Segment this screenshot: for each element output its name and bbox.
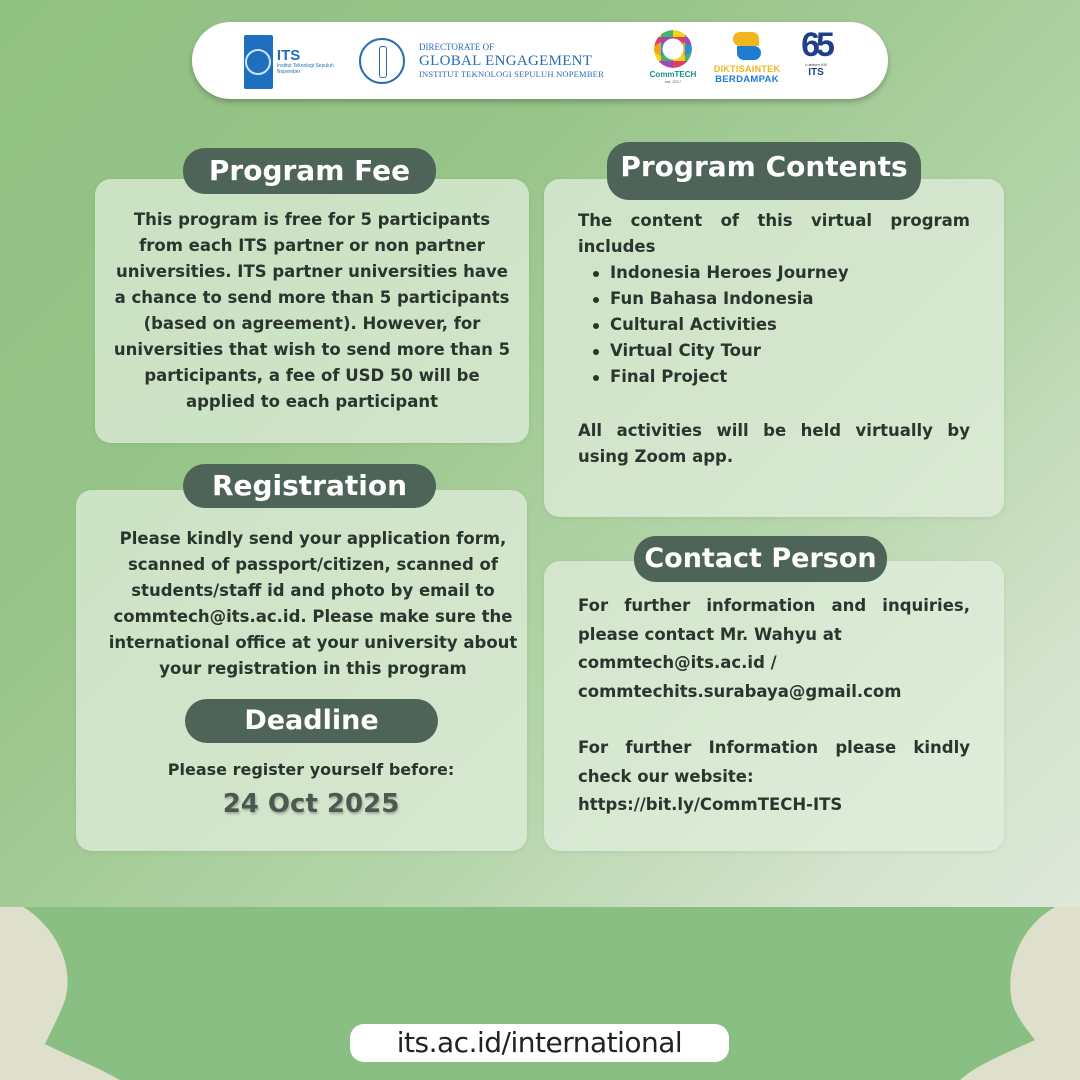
program-contents-title: Program Contents: [607, 142, 921, 200]
its-65-anniversary-logo: [790, 28, 842, 94]
footer-website-link[interactable]: its.ac.id/international: [350, 1024, 729, 1062]
list-item: Indonesia Heroes Journey: [588, 260, 970, 286]
list-item: Fun Bahasa Indonesia: [588, 286, 970, 312]
header-logo-bar: [192, 22, 888, 99]
diktisaintek-line1: DIKTISAINTEK: [713, 64, 781, 74]
directorate-line3: INSTITUT TEKNOLOGI SEPULUH NOPEMBER: [419, 68, 604, 79]
registration-title: Registration: [183, 464, 436, 508]
its65-name: ITS: [808, 67, 824, 78]
its65-digit-five: 5: [816, 26, 831, 64]
its-logo-subtitle: Institut Teknologi Sepuluh Nopember: [276, 62, 334, 75]
program-contents-list: [588, 260, 970, 390]
its-shield-icon: [244, 35, 273, 89]
its65-subtitle: Lustrum XIII: [805, 62, 827, 67]
its-logo-name: ITS: [276, 46, 301, 64]
its-logo: [244, 34, 339, 89]
program-contents-intro: The content of this virtual program includes: [578, 211, 970, 256]
directorate-line1: DIRECTORATE OF: [419, 42, 495, 53]
commtech-name: CommTECH: [649, 70, 697, 79]
commtech-logo: [647, 30, 699, 92]
program-contents-note: All activities will be held virtually by using Zoom app.: [578, 421, 970, 466]
directorate-line2: GLOBAL ENGAGEMENT: [419, 53, 593, 70]
deadline-date: 24 Oct 2025: [222, 789, 400, 819]
program-contents-body: [578, 208, 970, 470]
program-fee-text: This program is free for 5 participants from each ITS partner or non partner universities. ITS partner universities have a chance to send more than 5 participants (based on agreement). However, for universities that wish to send more than 5 participants, a fee of USD 50 will be applied to each participant: [113, 210, 511, 411]
diktisaintek-line2: BERDAMPAK: [715, 74, 779, 85]
its65-digit-six: 6: [801, 26, 816, 64]
contact-website-link[interactable]: https://bit.ly/CommTECH-ITS: [578, 795, 843, 814]
contact-person-body: [578, 592, 970, 820]
diktisaintek-swoosh-icon: [729, 28, 765, 64]
list-item: Virtual City Tour: [588, 338, 970, 364]
deadline-title: Deadline: [185, 699, 438, 743]
diktisaintek-logo: [709, 28, 785, 94]
program-fee-title: Program Fee: [183, 148, 436, 194]
contact-person-title: Contact Person: [634, 536, 887, 582]
list-item: Cultural Activities: [588, 312, 970, 338]
deadline-label: Please register yourself before:: [167, 760, 455, 779]
its65-number: [790, 28, 842, 62]
contact-intro-text: For further information and inquiries, please contact Mr. Wahyu at: [578, 596, 970, 644]
directorate-global-engagement-logo: [359, 36, 639, 86]
list-item: Final Project: [588, 364, 970, 390]
registration-text: Please kindly send your application form, scanned of passport/citizen, scanned of students/staff id and photo by email to commtech@its.ac.id. Please make sure the international office at your university about your registration in this program: [108, 529, 518, 678]
contact-website-text: For further Information please kindly check our website:: [578, 738, 970, 786]
its-emblem-icon: [359, 38, 405, 84]
commtech-ring-icon: [654, 30, 692, 68]
contact-email-primary[interactable]: commtech@its.ac.id /: [578, 653, 777, 672]
commtech-subtitle: est. 2017: [664, 79, 682, 84]
contact-email-secondary[interactable]: commtechits.surabaya@gmail.com: [578, 681, 902, 701]
